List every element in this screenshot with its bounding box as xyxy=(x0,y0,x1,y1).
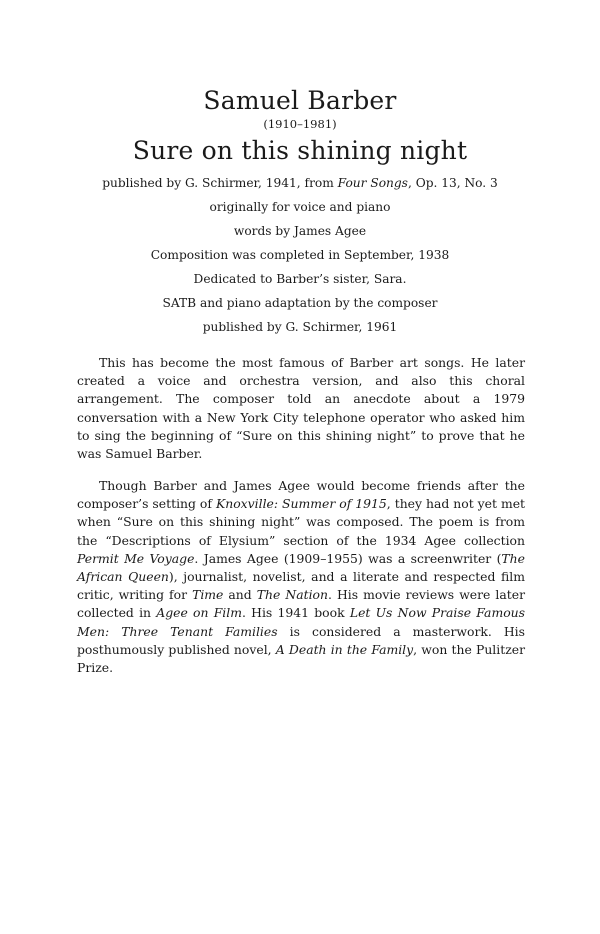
body-paragraph: Though Barber and James Agee would become friends after the composer’s setting of Knoxville: Summer of 1915, they had not yet met when “Sure on this shining night” was composed. The poem is from the “Descriptions of Elysium” section of the 1934 Agee collection Permit Me Voyage. James Agee (1909–1955) was a screenwriter (The African Queen), journalist, novelist, and a literate and respected film critic, writing for Time and The Nation. His movie reviews were later collected in Agee on Film. His 1941 book Let Us Now Praise Famous Men: Three Tenant Families is considered a masterwork. His posthumously published novel, A Death in the Family, won the Pulitzer Prize. xyxy=(77,478,526,676)
original-scoring: originally for voice and piano xyxy=(209,200,391,214)
title-block xyxy=(0,86,600,166)
song-title: Sure on this shining night xyxy=(132,136,468,165)
lyricist-credit: words by James Agee xyxy=(233,224,367,238)
publication-title: The Nation xyxy=(256,587,328,603)
composition-date: Composition was completed in September, 1938 xyxy=(150,248,450,262)
publication-title: Time xyxy=(192,587,224,603)
body-paragraph: This has become the most famous of Barber art songs. He later created a voice and orchestra version, and also this choral arrangement. The composer told an anecdote about a 1979 conversation with a New York City telephone operator who asked him to sing the beginning of “Sure on this shining night” to prove that he was Samuel Barber. xyxy=(77,355,525,462)
adaptation-credit: SATB and piano adaptation by the composer xyxy=(162,296,438,310)
composer-name: Samuel Barber xyxy=(203,86,397,115)
work-title: A Death in the Family xyxy=(275,641,414,657)
dedication: Dedicated to Barber’s sister, Sara. xyxy=(193,272,407,286)
work-title: Agee on Film xyxy=(156,605,242,621)
work-title: Four Songs xyxy=(337,176,408,190)
publication-line-original xyxy=(0,176,600,191)
composer-dates: (1910–1981) xyxy=(263,117,337,131)
publication-line-adaptation: published by G. Schirmer, 1961 xyxy=(202,320,398,334)
work-title: Permit Me Voyage xyxy=(77,550,195,566)
publication-text: published by G. Schirmer, 1941, from xyxy=(102,176,338,190)
opus-text: , Op. 13, No. 3 xyxy=(407,176,498,190)
work-title: The African Queen xyxy=(77,550,525,585)
work-title: Knoxville: Summer of 1915 xyxy=(215,496,387,512)
publication-details xyxy=(0,176,600,335)
work-title: Let Us Now Praise Famous Men: Three Tenant Families xyxy=(77,605,525,639)
